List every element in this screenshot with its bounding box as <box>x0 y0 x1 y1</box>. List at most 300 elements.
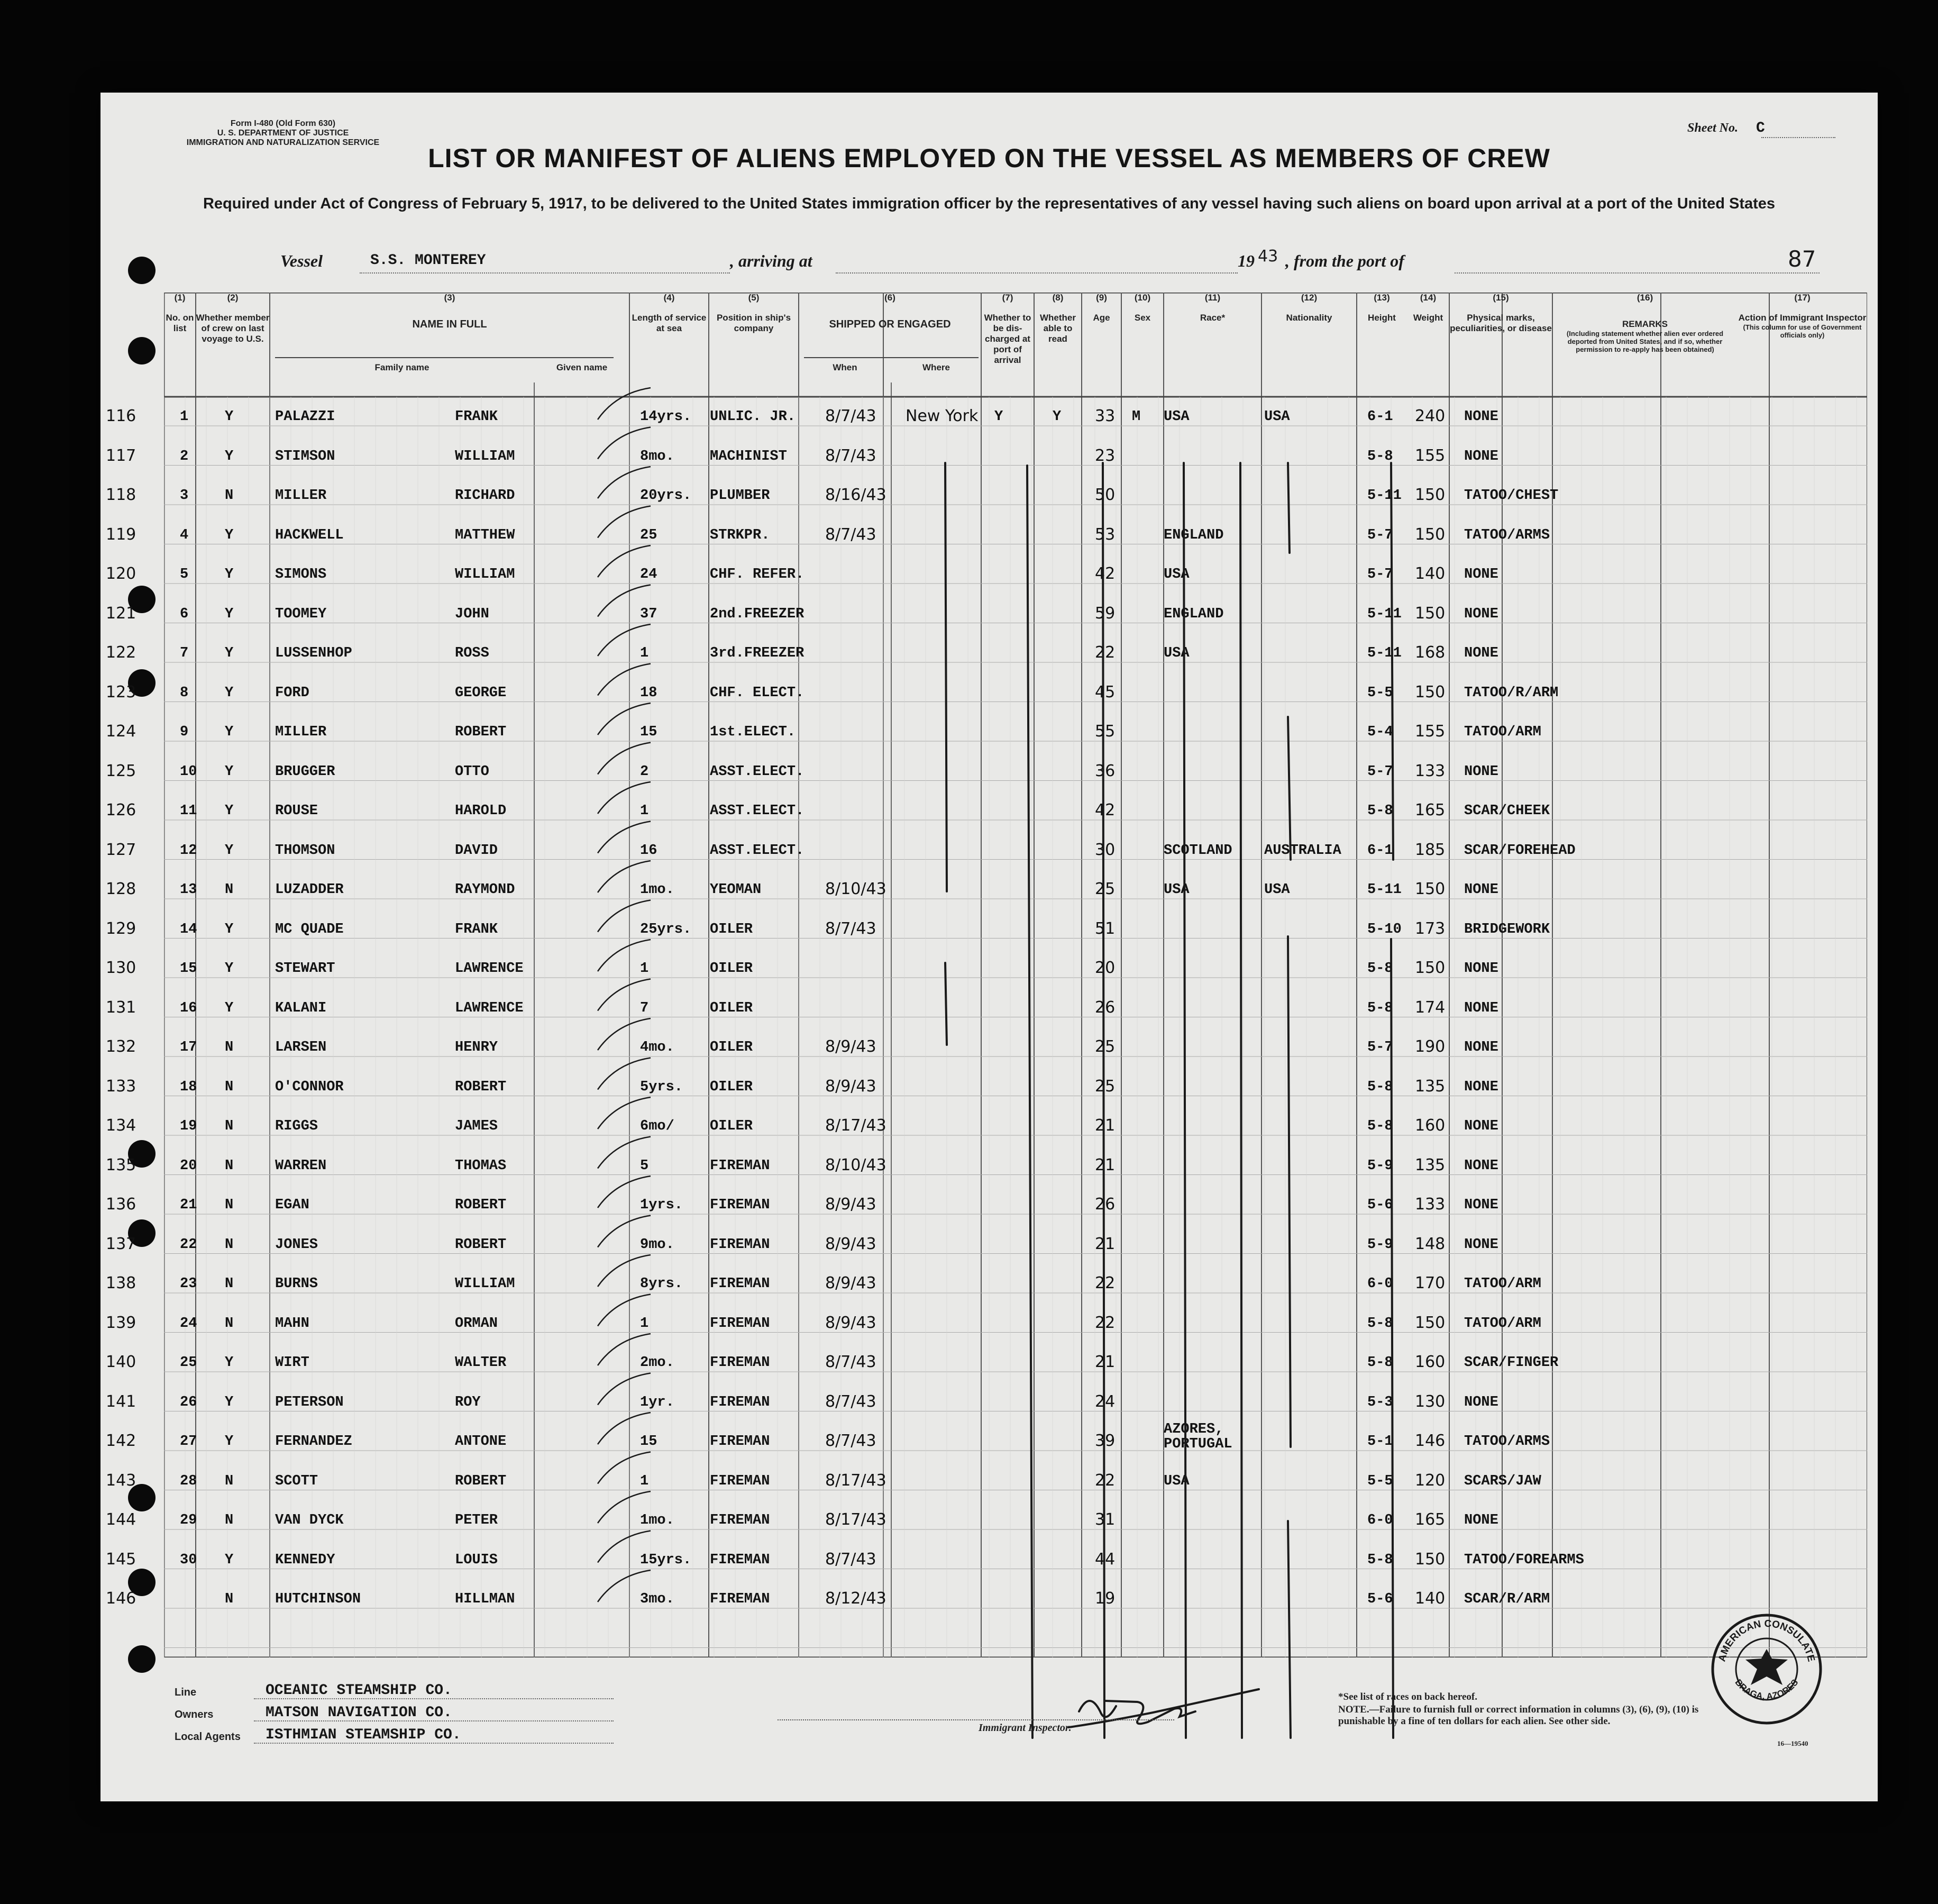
cell-service: 9mo. <box>640 1236 674 1253</box>
cell-position: OILER <box>710 921 753 937</box>
cell-last: N <box>225 1591 234 1607</box>
cell-ref: 132 <box>106 1037 136 1056</box>
cell-family: MAHN <box>275 1315 309 1332</box>
column-number: (5) <box>748 293 760 303</box>
column-label: Physical marks, peculiarities, or disease <box>1450 313 1552 333</box>
cell-given: LOUIS <box>455 1552 498 1568</box>
cell-height: 5-4 <box>1367 724 1393 740</box>
subheader-given: Given name <box>556 362 608 372</box>
column-number: (7) <box>1002 293 1013 303</box>
cell-height: 5-6 <box>1367 1591 1393 1607</box>
cell-service: 1 <box>640 1473 649 1489</box>
cell-last: Y <box>225 409 234 425</box>
cell-height: 5-8 <box>1367 1079 1393 1095</box>
cell-weight: 150 <box>1415 959 1446 977</box>
cell-height: 5-10 <box>1367 921 1402 937</box>
cell-height: 6-1 <box>1367 842 1393 859</box>
cell-given: GEORGE <box>455 685 507 701</box>
action-note: (This column for use of Government officials only) <box>1743 323 1862 339</box>
cell-family: EGAN <box>275 1197 309 1213</box>
service: IMMIGRATION AND NATURALIZATION SERVICE <box>186 138 380 147</box>
cell-service: 5yrs. <box>640 1079 683 1095</box>
column-label: Whether member of crew on last voyage to U.S. <box>196 313 270 344</box>
column-label: Height <box>1368 313 1396 323</box>
form-number: Form I-480 (Old Form 630) <box>230 119 336 128</box>
cell-weight: 160 <box>1415 1116 1446 1135</box>
cell-age: 33 <box>1095 407 1116 425</box>
cell-given: LAWRENCE <box>455 1000 524 1016</box>
cell-given: ANTONE <box>455 1434 507 1450</box>
cell-no: 15 <box>180 961 197 977</box>
cell-family: BRUGGER <box>275 763 335 780</box>
cell-when: 8/7/43 <box>825 407 876 425</box>
cell-no: 4 <box>180 527 189 543</box>
cell-position: FIREMAN <box>710 1276 770 1292</box>
cell-age: 44 <box>1095 1550 1116 1569</box>
cell-age: 45 <box>1095 682 1116 702</box>
cell-given: ROBERT <box>455 1473 507 1489</box>
cell-position: ASST.ELECT. <box>710 763 805 780</box>
cell-service: 1 <box>640 645 649 661</box>
cell-no: 20 <box>180 1158 197 1174</box>
page-title: LIST OR MANIFEST OF ALIENS EMPLOYED ON THE VESSEL AS MEMBERS OF CREW <box>428 143 1550 173</box>
cell-race: SCOTLAND <box>1164 842 1232 859</box>
cell-ref: 131 <box>106 998 136 1017</box>
cell-ref: 146 <box>106 1589 136 1608</box>
cell-no: 13 <box>180 882 197 898</box>
cell-height: 5-8 <box>1367 1315 1393 1332</box>
cell-weight: 150 <box>1415 1550 1446 1569</box>
cell-given: ROBERT <box>455 1236 507 1253</box>
cell-family: WIRT <box>275 1355 309 1371</box>
cell-weight: 174 <box>1415 998 1446 1017</box>
cell-no: 18 <box>180 1079 197 1095</box>
cell-age: 59 <box>1095 604 1116 623</box>
cell-family: PETERSON <box>275 1394 344 1410</box>
cell-marks: SCARS/JAW <box>1464 1473 1541 1489</box>
subheader-where: Where <box>922 362 950 372</box>
cell-weight: 190 <box>1415 1037 1446 1056</box>
column-label: Length of service at sea <box>632 313 707 333</box>
cell-marks: NONE <box>1464 1236 1498 1253</box>
cell-family: RIGGS <box>275 1118 318 1134</box>
column-label: No. on list <box>166 313 194 333</box>
cell-height: 5-6 <box>1367 1197 1393 1213</box>
cell-age: 26 <box>1095 998 1116 1017</box>
cell-height: 5-11 <box>1367 606 1402 622</box>
cell-service: 3mo. <box>640 1591 674 1607</box>
cell-marks: NONE <box>1464 645 1498 661</box>
column-number: (4) <box>663 293 675 303</box>
cell-weight: 150 <box>1415 525 1446 544</box>
cell-service: 1yrs. <box>640 1197 683 1213</box>
cell-height: 5-5 <box>1367 685 1393 701</box>
cell-age: 21 <box>1095 1116 1116 1135</box>
cell-position: YEOMAN <box>710 882 762 898</box>
column-number: (10) <box>1134 293 1151 303</box>
cell-height: 6-0 <box>1367 1513 1393 1528</box>
column-label: Whether able to read <box>1040 313 1076 344</box>
cell-position: 2nd.FREEZER <box>710 606 805 622</box>
cell-marks: TATOO/FOREARMS <box>1464 1552 1584 1568</box>
cell-position: PLUMBER <box>710 488 770 504</box>
cell-when: 8/9/43 <box>825 1274 876 1292</box>
cell-given: FRANK <box>455 921 498 937</box>
cell-weight: 160 <box>1415 1353 1446 1371</box>
cell-age: 21 <box>1095 1353 1116 1371</box>
agents-label: Local Agents <box>175 1731 241 1743</box>
column-number: (12) <box>1301 293 1318 303</box>
cell-last: N <box>225 1118 234 1134</box>
cell-service: 5 <box>640 1158 649 1174</box>
column-label: REMARKS <box>1622 319 1668 329</box>
cell-weight: 140 <box>1415 564 1446 583</box>
column-number: (8) <box>1052 293 1064 303</box>
cell-marks: NONE <box>1464 961 1498 977</box>
cell-race: AZORES, PORTUGAL <box>1164 1422 1232 1452</box>
cell-no: 19 <box>180 1118 197 1134</box>
cell-ref: 122 <box>106 643 136 662</box>
cell-position: OILER <box>710 1079 753 1095</box>
cell-height: 6-1 <box>1367 409 1393 425</box>
cell-given: OTTO <box>455 763 489 780</box>
cell-weight: 240 <box>1415 407 1446 425</box>
cell-weight: 133 <box>1415 761 1446 780</box>
cell-height: 5-1 <box>1367 1434 1393 1450</box>
cell-family: STEWART <box>275 961 335 977</box>
cell-where: New York <box>906 407 979 425</box>
cell-nationality: USA <box>1264 882 1290 898</box>
cell-height: 5-8 <box>1367 1000 1393 1016</box>
cell-height: 5-7 <box>1367 567 1393 582</box>
cell-given: RICHARD <box>455 488 515 504</box>
cell-no: 7 <box>180 645 189 661</box>
column-number: (15) <box>1493 293 1509 303</box>
column-number: (17) <box>1794 293 1811 303</box>
cell-no: 3 <box>180 488 189 504</box>
cell-service: 2mo. <box>640 1355 674 1371</box>
cell-service: 15 <box>640 1434 657 1450</box>
cell-family: KENNEDY <box>275 1552 335 1568</box>
cell-family: STIMSON <box>275 448 335 464</box>
cell-age: 25 <box>1095 1077 1116 1096</box>
cell-family: MILLER <box>275 488 327 504</box>
cell-last: Y <box>225 606 234 622</box>
cell-when: 8/9/43 <box>825 1234 876 1253</box>
stamp-top-text: AMERICAN CONSULATE <box>1716 1618 1817 1663</box>
cell-given: DAVID <box>455 842 498 859</box>
cell-weight: 185 <box>1415 840 1446 859</box>
cell-when: 8/9/43 <box>825 1077 876 1096</box>
cell-marks: NONE <box>1464 567 1498 582</box>
cell-height: 5-8 <box>1367 803 1393 819</box>
cell-when: 8/7/43 <box>825 525 876 544</box>
cell-given: JOHN <box>455 606 489 622</box>
cell-given: RAYMOND <box>455 882 515 898</box>
cell-age: 20 <box>1095 959 1116 977</box>
cell-family: O'CONNOR <box>275 1079 344 1095</box>
cell-no: 27 <box>180 1434 197 1450</box>
races-note: *See list of races on back hereof. <box>1338 1691 1477 1702</box>
cell-age: 42 <box>1095 564 1116 583</box>
cell-weight: 150 <box>1415 880 1446 898</box>
page-subtitle: Required under Act of Congress of February 5, 1917, to be delivered to the United States immigration officer by the representatives of any vessel having such aliens on board upon arrival at a port of the United States <box>203 195 1776 212</box>
cell-marks: TATOO/CHEST <box>1464 488 1559 504</box>
column-number: (13) <box>1374 293 1390 303</box>
cell-ref: 119 <box>106 525 136 544</box>
cell-no: 21 <box>180 1197 197 1213</box>
cell-given: HENRY <box>455 1040 498 1055</box>
cell-last: Y <box>225 961 234 977</box>
cell-no: 25 <box>180 1355 197 1371</box>
cell-when: 8/7/43 <box>825 919 876 938</box>
cell-ref: 136 <box>106 1195 136 1214</box>
cell-no: 14 <box>180 921 197 937</box>
column-label: NAME IN FULL <box>412 318 487 330</box>
cell-height: 6-0 <box>1367 1276 1393 1292</box>
cell-ref: 145 <box>106 1550 136 1569</box>
sheet-no-value: C <box>1756 120 1765 136</box>
cell-height: 5-11 <box>1367 882 1402 898</box>
cell-family: ROUSE <box>275 803 318 819</box>
cell-nationality: AUSTRALIA <box>1264 842 1341 859</box>
cell-age: 30 <box>1095 840 1116 859</box>
cell-position: FIREMAN <box>710 1591 770 1607</box>
cell-position: FIREMAN <box>710 1473 770 1489</box>
cell-when: 8/16/43 <box>825 486 886 504</box>
cell-sex: M <box>1132 409 1141 425</box>
cell-when: 8/17/43 <box>825 1116 886 1135</box>
cell-family: WARREN <box>275 1158 327 1174</box>
cell-family: LUZADDER <box>275 882 344 898</box>
column-label: Nationality <box>1286 313 1332 323</box>
cell-weight: 170 <box>1415 1274 1446 1292</box>
cell-height: 5-5 <box>1367 1473 1393 1489</box>
check-marks <box>100 93 1878 1801</box>
cell-position: FIREMAN <box>710 1158 770 1174</box>
cell-marks: NONE <box>1464 1394 1498 1410</box>
column-number: (2) <box>227 293 239 303</box>
cell-weight: 135 <box>1415 1077 1446 1096</box>
cell-given: PETER <box>455 1513 498 1528</box>
cell-family: JONES <box>275 1236 318 1253</box>
cell-position: ASST.ELECT. <box>710 842 805 859</box>
cell-family: TOOMEY <box>275 606 327 622</box>
cell-when: 8/7/43 <box>825 446 876 465</box>
cell-when: 8/17/43 <box>825 1510 886 1529</box>
cell-given: WALTER <box>455 1355 507 1371</box>
cell-when: 8/7/43 <box>825 1353 876 1371</box>
cell-service: 2 <box>640 763 649 780</box>
subheader-family: Family name <box>374 362 429 372</box>
cell-ref: 121 <box>106 604 136 623</box>
cell-age: 55 <box>1095 722 1116 741</box>
cell-height: 5-8 <box>1367 961 1393 977</box>
cell-height: 5-9 <box>1367 1158 1393 1174</box>
cell-service: 15yrs. <box>640 1552 692 1568</box>
cell-marks: NONE <box>1464 1000 1498 1016</box>
cell-no: 28 <box>180 1473 197 1489</box>
cell-last: Y <box>225 763 234 780</box>
cell-family: LUSSENHOP <box>275 645 352 661</box>
cell-no: 2 <box>180 448 189 464</box>
cell-ref: 120 <box>106 564 136 583</box>
cell-marks: NONE <box>1464 1158 1498 1174</box>
cell-no: 8 <box>180 685 189 701</box>
year-value: 43 <box>1258 247 1278 266</box>
cell-when: 8/17/43 <box>825 1471 886 1490</box>
cell-ref: 137 <box>106 1234 136 1253</box>
cell-ref: 133 <box>106 1077 136 1096</box>
cell-height: 5-3 <box>1367 1394 1393 1410</box>
cell-position: OILER <box>710 1040 753 1055</box>
cell-age: 25 <box>1095 1037 1116 1056</box>
cell-no: 11 <box>180 803 197 819</box>
cell-marks: NONE <box>1464 606 1498 622</box>
cell-marks: SCAR/FOREHEAD <box>1464 842 1576 859</box>
cell-family: SCOTT <box>275 1473 318 1489</box>
cell-race: USA <box>1164 567 1190 582</box>
cell-ref: 123 <box>106 682 136 702</box>
cell-given: FRANK <box>455 409 498 425</box>
cell-position: 1st.ELECT. <box>710 724 796 740</box>
cell-height: 5-7 <box>1367 1040 1393 1055</box>
cell-family: HUTCHINSON <box>275 1591 361 1607</box>
owners-label: Owners <box>175 1709 214 1720</box>
year-prefix: 19 <box>1238 251 1255 270</box>
cell-age: 25 <box>1095 880 1116 898</box>
cell-no: 16 <box>180 1000 197 1016</box>
cell-race: USA <box>1164 645 1190 661</box>
cell-height: 5-8 <box>1367 1355 1393 1371</box>
cell-ref: 124 <box>106 722 136 741</box>
cell-position: OILER <box>710 1000 753 1016</box>
arriving-label: , arriving at <box>730 251 812 270</box>
cell-last: N <box>225 488 234 504</box>
cell-service: 1 <box>640 1315 649 1332</box>
cell-no: 12 <box>180 842 197 859</box>
cell-last: Y <box>225 1552 234 1568</box>
cell-age: 42 <box>1095 801 1116 819</box>
cell-position: FIREMAN <box>710 1394 770 1410</box>
cell-weight: 133 <box>1415 1195 1446 1214</box>
cell-no: 22 <box>180 1236 197 1253</box>
cell-position: FIREMAN <box>710 1513 770 1528</box>
cell-position: CHF. ELECT. <box>710 685 805 701</box>
cell-race: ENGLAND <box>1164 527 1224 543</box>
cell-last: N <box>225 1040 234 1055</box>
cell-service: 16 <box>640 842 657 859</box>
cell-race: USA <box>1164 409 1190 425</box>
cell-height: 5-8 <box>1367 1552 1393 1568</box>
cell-marks: TATOO/ARM <box>1464 724 1541 740</box>
cell-marks: BRIDGEWORK <box>1464 921 1550 937</box>
cell-family: FORD <box>275 685 309 701</box>
cell-age: 23 <box>1095 446 1116 465</box>
cell-weight: 135 <box>1415 1155 1446 1174</box>
cell-marks: NONE <box>1464 1197 1498 1213</box>
column-number: (16) <box>1637 293 1653 303</box>
cell-marks: SCAR/FINGER <box>1464 1355 1559 1371</box>
cell-weight: 155 <box>1415 722 1446 741</box>
vessel-name: S.S. MONTEREY <box>370 252 486 269</box>
cell-position: STRKPR. <box>710 527 770 543</box>
stamp-bottom-text: BRAGA, AZORES <box>1733 1677 1800 1702</box>
cell-when: 8/7/43 <box>825 1392 876 1411</box>
column-label: Race* <box>1200 313 1226 323</box>
cell-service: 1 <box>640 961 649 977</box>
cell-position: FIREMAN <box>710 1236 770 1253</box>
cell-service: 14yrs. <box>640 409 692 425</box>
cell-service: 1 <box>640 803 649 819</box>
agents-value: ISTHMIAN STEAMSHIP CO. <box>266 1727 461 1743</box>
cell-age: 53 <box>1095 525 1116 544</box>
cell-last: N <box>225 1276 234 1292</box>
cell-last: N <box>225 1158 234 1174</box>
cell-given: THOMAS <box>455 1158 507 1174</box>
cell-family: KALANI <box>275 1000 327 1016</box>
cell-last: Y <box>225 645 234 661</box>
cell-marks: NONE <box>1464 448 1498 464</box>
form-code: 16—19540 <box>1777 1739 1808 1747</box>
cell-height: 5-7 <box>1367 763 1393 780</box>
cell-family: MC QUADE <box>275 921 344 937</box>
cell-no: 1 <box>180 409 189 425</box>
cell-position: FIREMAN <box>710 1434 770 1450</box>
cell-given: ROBERT <box>455 1079 507 1095</box>
cell-race: USA <box>1164 1473 1190 1489</box>
cell-given: ROBERT <box>455 1197 507 1213</box>
cell-ref: 142 <box>106 1432 136 1450</box>
owners-value: MATSON NAVIGATION CO. <box>266 1705 452 1721</box>
cell-position: ASST.ELECT. <box>710 803 805 819</box>
column-label: Weight <box>1413 313 1443 323</box>
cell-marks: NONE <box>1464 1118 1498 1134</box>
cell-given: WILLIAM <box>455 448 515 464</box>
cell-given: HAROLD <box>455 803 507 819</box>
cell-discharged: Y <box>994 409 1003 425</box>
cell-when: 8/9/43 <box>825 1037 876 1056</box>
column-number: (11) <box>1204 293 1221 303</box>
cell-last: N <box>225 1079 234 1095</box>
cell-ref: 128 <box>106 880 136 898</box>
cell-marks: TATOO/ARM <box>1464 1276 1541 1292</box>
department: U. S. DEPARTMENT OF JUSTICE <box>217 129 349 138</box>
cell-weight: 140 <box>1415 1589 1446 1608</box>
cell-marks: SCAR/R/ARM <box>1464 1591 1550 1607</box>
cell-given: WILLIAM <box>455 1276 515 1292</box>
cell-position: FIREMAN <box>710 1355 770 1371</box>
cell-last: N <box>225 1236 234 1253</box>
cell-age: 21 <box>1095 1234 1116 1253</box>
cell-position: FIREMAN <box>710 1552 770 1568</box>
cell-marks: SCAR/CHEEK <box>1464 803 1550 819</box>
cell-position: 3rd.FREEZER <box>710 645 805 661</box>
cell-marks: TATOO/ARMS <box>1464 1434 1550 1450</box>
column-label: Age <box>1093 313 1110 323</box>
cell-marks: NONE <box>1464 1513 1498 1528</box>
cell-when: 8/10/43 <box>825 1155 886 1174</box>
cell-when: 8/9/43 <box>825 1195 876 1214</box>
cell-service: 25 <box>640 527 657 543</box>
cell-no: 9 <box>180 724 189 740</box>
cell-no: 17 <box>180 1040 197 1055</box>
cell-marks: NONE <box>1464 1040 1498 1055</box>
cell-given: ROY <box>455 1394 481 1410</box>
cell-service: 1yr. <box>640 1394 674 1410</box>
cell-age: 22 <box>1095 1471 1116 1490</box>
cell-service: 8mo. <box>640 448 674 464</box>
